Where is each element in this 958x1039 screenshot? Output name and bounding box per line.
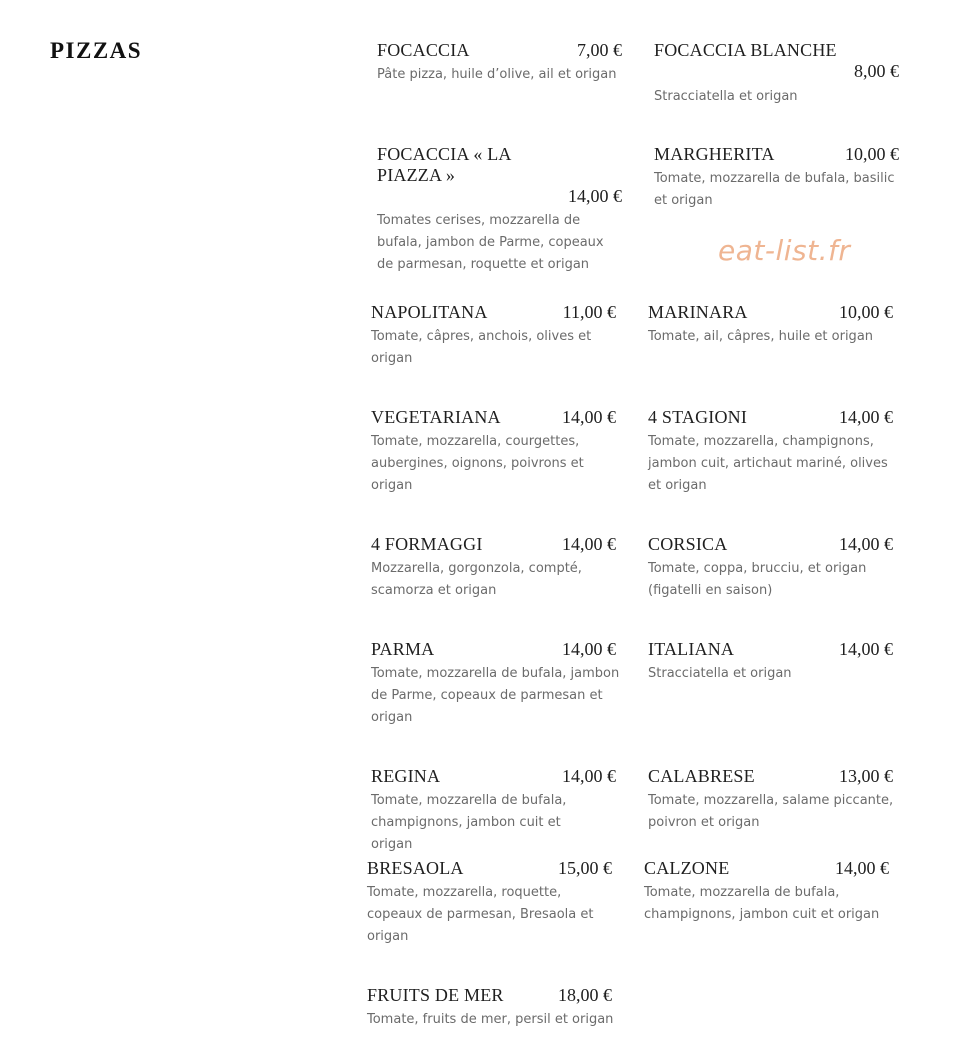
item-description: Tomate, mozzarella, champignons, jambon cuit, artichaut mariné, olives et origan	[648, 434, 888, 493]
item-name: MARGHERITA	[654, 144, 775, 164]
item-name: NAPOLITANA	[371, 302, 488, 322]
item-name: ITALIANA	[648, 639, 735, 659]
item-price: 13,00 €	[839, 766, 893, 786]
item-description: Tomate, mozzarella de bufala, basilic et origan	[654, 171, 895, 208]
item-name: 4 FORMAGGI	[371, 534, 483, 554]
item-name: REGINA	[371, 766, 441, 786]
item-price: 8,00 €	[854, 61, 899, 81]
item-name: MARINARA	[648, 302, 748, 322]
item-description: Tomate, mozzarella, roquette, copeaux de parmesan, Bresaola et origan	[367, 885, 594, 944]
item-description: Mozzarella, gorgonzola, compté, scamorza et origan	[371, 561, 582, 598]
item-price: 14,00 €	[562, 766, 616, 786]
item-name: PARMA	[371, 639, 435, 659]
item-price: 14,00 €	[562, 534, 616, 554]
item-description: Tomate, mozzarella, salame piccante, poivron et origan	[648, 793, 894, 830]
item-price: 10,00 €	[845, 144, 899, 164]
item-name: 4 STAGIONI	[648, 407, 748, 427]
item-description: Tomate, mozzarella de bufala, jambon de Parme, copeaux de parmesan et origan	[371, 666, 620, 725]
watermark: eat-list.fr	[718, 234, 851, 267]
item-name: VEGETARIANA	[371, 407, 501, 427]
item-name: FRUITS DE MER	[367, 985, 504, 1005]
item-description: Tomate, coppa, brucciu, et origan (figatelli en saison)	[648, 561, 867, 598]
item-name: BRESAOLA	[367, 858, 464, 878]
item-description: Pâte pizza, huile d’olive, ail et origan	[377, 67, 617, 82]
item-price: 14,00 €	[839, 534, 893, 554]
item-description: Tomate, mozzarella, courgettes, aubergines, oignons, poivrons et origan	[371, 434, 584, 493]
item-description: Tomate, fruits de mer, persil et origan	[367, 1012, 614, 1027]
item-description: Stracciatella et origan	[648, 666, 792, 681]
item-price: 14,00 €	[568, 186, 622, 206]
item-description: Tomate, mozzarella de bufala, champignons, jambon cuit et origan	[371, 793, 567, 852]
item-price: 15,00 €	[558, 858, 612, 878]
item-price: 14,00 €	[562, 639, 616, 659]
item-name: CALABRESE	[648, 766, 755, 786]
item-description: Tomates cerises, mozzarella de bufala, jambon de Parme, copeaux de parmesan, roquette et origan	[377, 213, 604, 272]
item-price: 14,00 €	[839, 407, 893, 427]
item-price: 14,00 €	[839, 639, 893, 659]
item-price: 14,00 €	[562, 407, 616, 427]
item-price: 14,00 €	[835, 858, 889, 878]
section-title: PIZZAS	[50, 38, 143, 63]
item-name: CORSICA	[648, 534, 728, 554]
item-description: Stracciatella et origan	[654, 89, 798, 104]
item-price: 7,00 €	[577, 40, 622, 60]
item-description: Tomate, ail, câpres, huile et origan	[648, 329, 874, 344]
item-name: FOCACCIA « LA PIAZZA »	[377, 144, 511, 185]
item-price: 11,00 €	[562, 302, 616, 322]
item-description: Tomate, mozzarella de bufala, champignons, jambon cuit et origan	[644, 885, 880, 922]
item-price: 10,00 €	[839, 302, 893, 322]
item-name: CALZONE	[644, 858, 730, 878]
item-price: 18,00 €	[558, 985, 612, 1005]
item-name: FOCACCIA	[377, 40, 470, 60]
item-description: Tomate, câpres, anchois, olives et origan	[371, 329, 592, 366]
item-name: FOCACCIA BLANCHE	[654, 40, 837, 60]
